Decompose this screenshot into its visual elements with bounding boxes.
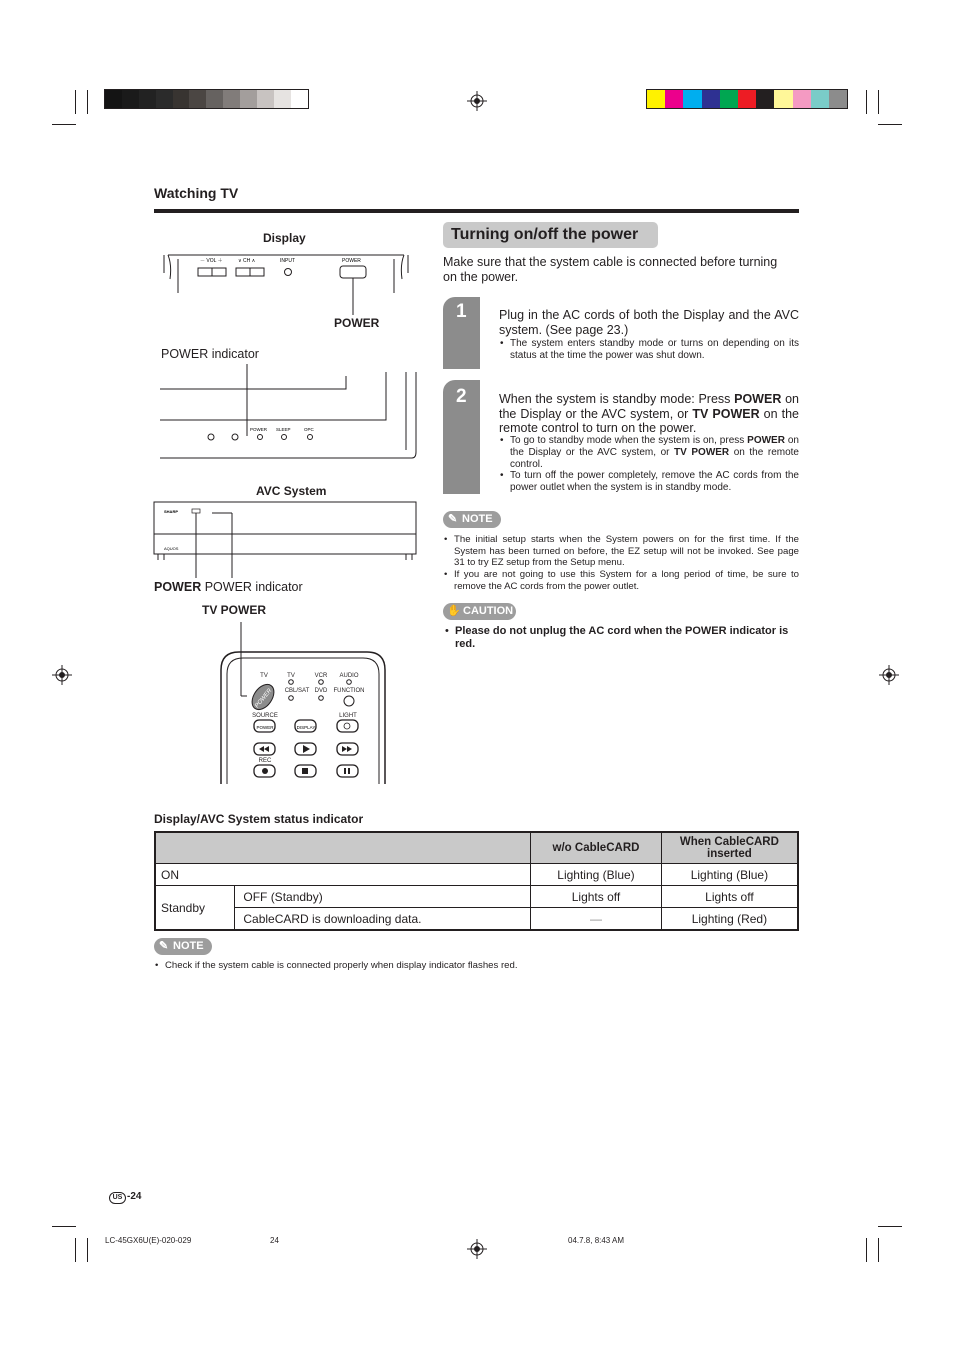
step-1-bullet: • The system enters standby mode or turns on depending on its status at the time the power was shut down.: [500, 338, 799, 361]
panel-power-label: POWER: [342, 258, 361, 264]
table-note-badge: ✎ NOTE: [154, 938, 212, 955]
step-2-bullet-1: • To go to standby mode when the system is on, press POWER on the Display or the AVC system, or TV POWER on the remote control.: [500, 435, 799, 470]
remote-audio: AUDIO: [339, 673, 359, 679]
table-header-row: [155, 832, 798, 864]
avc-system-diagram: [150, 498, 420, 580]
us-badge: US: [109, 1192, 126, 1204]
registration-target-icon: [467, 1239, 487, 1259]
table-header-with-cablecard: When CableCARD inserted: [661, 832, 798, 864]
footer-file: LC-45GX6U(E)-020-029: [105, 1236, 192, 1245]
step-2-number: 2: [456, 386, 467, 407]
section-rule: [154, 209, 799, 213]
caution-badge: ✋ CAUTION: [443, 603, 516, 620]
row-label: CableCARD is downloading data.: [235, 908, 531, 931]
table-note-text: • Check if the system cable is connected properly when display indicator flashes red.: [155, 960, 518, 971]
stop-icon: [302, 768, 308, 774]
footer-sheet: 24: [270, 1236, 279, 1245]
caution-text: • Please do not unplug the AC cord when the POWER indicator is red.: [445, 625, 789, 650]
note-badge: ✎ NOTE: [443, 511, 501, 528]
vol-label: － VOL ＋: [200, 258, 223, 264]
record-icon: [262, 768, 268, 774]
ind-opc: OPC: [304, 427, 314, 432]
input-label: INPUT: [280, 258, 295, 264]
step-2-text: When the system is standby mode: Press POWER on the Display or the AVC system, or TV POWER on the remote control to turn on the power.: [499, 392, 799, 435]
power-callout: POWER: [334, 316, 380, 330]
avc-label: AVC System: [256, 484, 327, 498]
power-indicator-label: POWER indicator: [161, 347, 259, 361]
table-row: [155, 886, 798, 908]
hand-icon: ✋: [447, 605, 461, 617]
registration-target-icon: [467, 91, 487, 111]
remote-display: DISPLAY: [296, 725, 316, 730]
row-value: Lighting (Blue): [661, 864, 798, 886]
remote-power-button: POWER: [254, 688, 274, 710]
remote-light: LIGHT: [339, 713, 357, 719]
row-value: Lights off: [531, 886, 662, 908]
row-value: Lighting (Red): [661, 908, 798, 931]
status-indicator-table: [154, 831, 799, 931]
note-item-2: • If you are not going to use this System for a long period of time, be sure to remove the AC cords from the power outlet.: [444, 569, 799, 592]
rewind-icon: [259, 746, 269, 752]
display-label: Display: [263, 231, 306, 245]
table-row: [155, 864, 798, 886]
light-icon: [344, 723, 350, 729]
row-value: Lighting (Blue): [531, 864, 662, 886]
avc-brand: SHARP: [164, 509, 179, 514]
ind-sleep: SLEEP: [276, 427, 291, 432]
note-item-1: • The initial setup starts when the System powers on for the first time. If the System has been turned on before, the EZ setup will not be invoked. See page 31 to try EZ setup from the Setup menu.: [444, 534, 799, 569]
remote-function: FUNCTION: [333, 688, 365, 694]
registration-target-icon: [879, 665, 899, 685]
intro-text: Make sure that the system cable is connected before turning on the power.: [443, 255, 778, 284]
remote-source-power: POWER: [256, 725, 274, 730]
indicator-panel-diagram: [150, 362, 420, 462]
tv-power-label: TV POWER: [202, 603, 267, 617]
remote-cblsat: CBL/SAT: [284, 688, 310, 694]
table-header-blank: [155, 832, 531, 864]
section-title: Watching TV: [154, 185, 239, 201]
status-table-title: Display/AVC System status indicator: [154, 812, 364, 826]
table-row: [155, 908, 798, 931]
remote-rec: REC: [258, 758, 272, 764]
footer-date: 04.7.8, 8:43 AM: [568, 1236, 625, 1245]
row-value: —: [531, 908, 662, 931]
pause-icon: [344, 768, 346, 774]
play-icon: [303, 745, 310, 753]
row-value: Lights off: [661, 886, 798, 908]
display-panel-diagram: [150, 245, 420, 325]
remote-tv-2: TV: [287, 673, 295, 679]
remote-vcr: VCR: [314, 673, 328, 679]
avc-power-callout: POWER POWER indicator: [154, 580, 303, 594]
row-group-label: Standby: [155, 886, 235, 931]
remote-source: SOURCE: [252, 713, 278, 719]
step-1-text: Plug in the AC cords of both the Display and the AVC system. (See page 23.): [499, 308, 799, 337]
remote-tv-1: TV: [260, 673, 268, 679]
page-number: -24: [127, 1191, 142, 1202]
step-1-number: 1: [456, 301, 467, 322]
table-header-wo-cablecard: w/o CableCARD: [531, 832, 662, 864]
pencil-icon: ✎: [159, 940, 169, 952]
avc-model: AQUOS: [164, 546, 179, 551]
page-title: Turning on/off the power: [451, 226, 639, 243]
row-label: ON: [155, 864, 531, 886]
pencil-icon: ✎: [448, 513, 458, 525]
registration-target-icon: [52, 665, 72, 685]
remote-dvd: DVD: [314, 688, 328, 694]
fast-forward-icon: [342, 746, 352, 752]
ind-power: POWER: [250, 427, 268, 432]
step-2-bullet-2: • To turn off the power completely, remove the AC cords from the power outlet when the system is in standby mode.: [500, 470, 799, 493]
ch-label: ∨ CH ∧: [238, 258, 256, 264]
row-label: OFF (Standby): [235, 886, 531, 908]
remote-control-diagram: [215, 620, 395, 784]
